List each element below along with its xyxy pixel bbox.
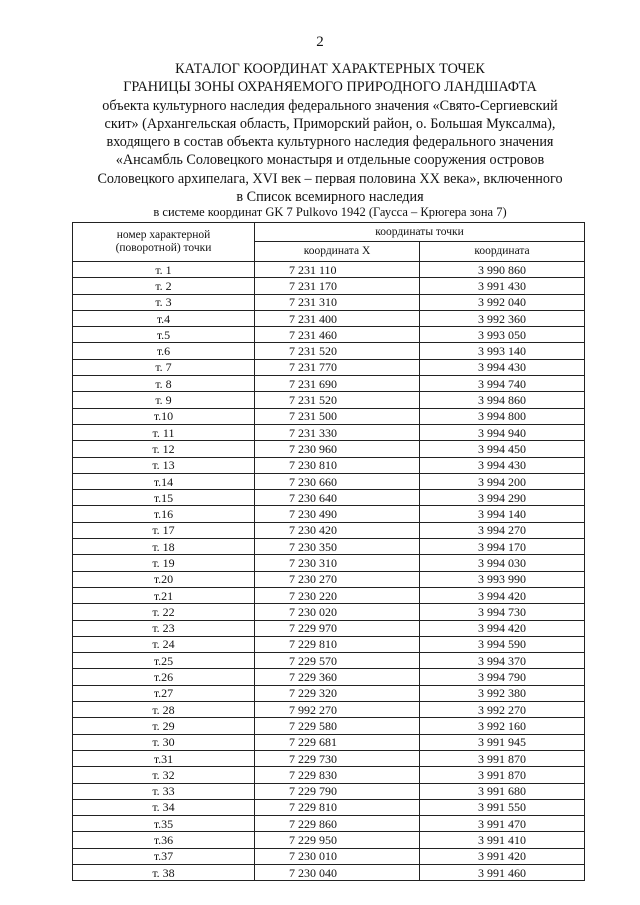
table-row [73,408,585,424]
coordinate-y-cell: 3 994 800 [420,408,585,424]
coordinate-y-cell: 3 991 870 [420,767,585,783]
point-number-cell: т. 12 [73,441,255,457]
coordinate-y-cell: 3 991 870 [420,750,585,766]
table-row [73,278,585,294]
heading-object-line: в Список всемирного наследия [236,189,424,206]
column-header-point-line2: (поворотной) точки [115,242,212,254]
coordinate-x-cell: 7 229 320 [255,685,420,701]
point-number-cell: т. 7 [73,359,255,375]
table-row [73,327,585,343]
table-row [73,685,585,701]
table-row [73,359,585,375]
table-row [73,604,585,620]
coordinate-y-cell: 3 994 430 [420,359,585,375]
point-number-cell: т. 23 [73,620,255,636]
point-number-cell: т. 19 [73,555,255,571]
coordinate-x-cell: 7 231 400 [255,310,420,326]
coordinate-y-cell: 3 991 460 [420,864,585,880]
point-number-cell: т.10 [73,408,255,424]
coordinate-x-cell: 7 992 270 [255,702,420,718]
table-row [73,669,585,685]
table-row [73,750,585,766]
table-row [73,864,585,880]
coordinate-x-cell: 7 230 660 [255,473,420,489]
point-number-cell: т.31 [73,750,255,766]
table-row [73,636,585,652]
coordinate-x-cell: 7 229 970 [255,620,420,636]
point-number-cell: т. 11 [73,424,255,440]
coordinate-y-cell: 3 994 170 [420,539,585,555]
coordinate-x-cell: 7 230 220 [255,587,420,603]
table-row [73,310,585,326]
table-row [73,441,585,457]
coordinate-x-cell: 7 229 681 [255,734,420,750]
coordinate-x-cell: 7 231 110 [255,262,420,278]
coordinate-y-cell: 3 994 730 [420,604,585,620]
coordinate-x-cell: 7 231 690 [255,376,420,392]
point-number-cell: т.25 [73,653,255,669]
coordinate-y-cell: 3 994 740 [420,376,585,392]
coordinate-y-cell: 3 992 160 [420,718,585,734]
table-row [73,620,585,636]
coordinate-y-cell: 3 991 430 [420,278,585,294]
coordinate-y-cell: 3 994 420 [420,620,585,636]
coordinate-y-cell: 3 993 140 [420,343,585,359]
table-row [73,490,585,506]
point-number-cell: т. 30 [73,734,255,750]
coordinate-y-cell: 3 994 370 [420,653,585,669]
coordinate-x-cell: 7 229 950 [255,832,420,848]
point-number-cell: т. 18 [73,539,255,555]
coordinate-x-cell: 7 229 810 [255,799,420,815]
coordinate-x-cell: 7 230 810 [255,457,420,473]
heading-subtitle: ГРАНИЦЫ ЗОНЫ ОХРАНЯЕМОГО ПРИРОДНОГО ЛАНДШАФТА [123,79,537,96]
table-row [73,555,585,571]
coordinate-y-cell: 3 991 470 [420,816,585,832]
point-number-cell: т. 32 [73,767,255,783]
point-number-cell: т. 22 [73,604,255,620]
coordinate-y-cell: 3 994 450 [420,441,585,457]
coordinate-x-cell: 7 231 520 [255,343,420,359]
heading-title: КАТАЛОГ КООРДИНАТ ХАРАКТЕРНЫХ ТОЧЕК [175,61,485,77]
coordinate-y-cell: 3 994 290 [420,490,585,506]
point-number-cell: т. 2 [73,278,255,294]
table-body [73,262,585,881]
coordinate-y-cell: 3 991 410 [420,832,585,848]
coordinate-x-cell: 7 230 310 [255,555,420,571]
table-row [73,832,585,848]
coordinate-y-cell: 3 993 050 [420,327,585,343]
table-row [73,343,585,359]
coordinate-x-cell: 7 230 640 [255,490,420,506]
coordinate-system-note: в системе координат GK 7 Pulkovo 1942 (Гаусса – Крюгера зона 7) [153,205,507,220]
coordinate-x-cell: 7 230 270 [255,571,420,587]
coordinate-y-cell: 3 991 945 [420,734,585,750]
document-heading [70,60,590,219]
coordinate-x-cell: 7 231 310 [255,294,420,310]
point-number-cell: т.14 [73,473,255,489]
table-row [73,539,585,555]
coordinate-x-cell: 7 230 040 [255,864,420,880]
table-row [73,376,585,392]
coordinate-y-cell: 3 993 990 [420,571,585,587]
coordinate-y-cell: 3 992 360 [420,310,585,326]
heading-object-line: объекта культурного наследия федерального значения «Свято-Сергиевский [102,97,558,114]
table-row [73,783,585,799]
point-number-cell: т. 1 [73,262,255,278]
coordinate-x-cell: 7 230 490 [255,506,420,522]
table-row [73,718,585,734]
point-number-cell: т. 28 [73,702,255,718]
coordinates-table [72,222,585,881]
coordinate-y-cell: 3 994 030 [420,555,585,571]
table-row [73,653,585,669]
point-number-cell: т. 24 [73,636,255,652]
coordinate-y-cell: 3 992 040 [420,294,585,310]
point-number-cell: т.6 [73,343,255,359]
coordinate-x-cell: 7 229 360 [255,669,420,685]
table-row [73,702,585,718]
column-header-coordinates: координаты точки [255,223,585,242]
point-number-cell: т. 34 [73,799,255,815]
coordinate-y-cell: 3 992 380 [420,685,585,701]
point-number-cell: т. 17 [73,522,255,538]
heading-object-line: «Ансамбль Соловецкого монастыря и отдельные сооружения островов [115,152,545,169]
point-number-cell: т.27 [73,685,255,701]
coordinate-y-cell: 3 991 680 [420,783,585,799]
coordinate-y-cell: 3 994 420 [420,587,585,603]
table-row [73,848,585,864]
table-row [73,392,585,408]
table-row [73,294,585,310]
coordinate-y-cell: 3 992 270 [420,702,585,718]
coordinate-x-cell: 7 229 830 [255,767,420,783]
coordinate-x-cell: 7 231 330 [255,424,420,440]
table-row [73,262,585,278]
coordinate-x-cell: 7 231 170 [255,278,420,294]
coordinate-y-cell: 3 994 200 [420,473,585,489]
point-number-cell: т.20 [73,571,255,587]
point-number-cell: т. 38 [73,864,255,880]
coordinate-x-cell: 7 229 570 [255,653,420,669]
column-header-point [73,223,255,262]
coordinate-y-cell: 3 994 590 [420,636,585,652]
column-header-point-line1: номер характерной [116,229,211,241]
coordinate-x-cell: 7 229 790 [255,783,420,799]
coordinate-x-cell: 7 229 810 [255,636,420,652]
column-header-y: координата [420,242,585,262]
table-row [73,457,585,473]
point-number-cell: т.21 [73,587,255,603]
coordinate-y-cell: 3 994 790 [420,669,585,685]
coordinate-y-cell: 3 994 270 [420,522,585,538]
point-number-cell: т. 33 [73,783,255,799]
coordinate-y-cell: 3 991 550 [420,799,585,815]
point-number-cell: т.36 [73,832,255,848]
table-row [73,473,585,489]
heading-object-line: Соловецкого архипелага, XVI век – первая половина XX века», включенного [97,170,563,187]
coordinate-y-cell: 3 994 430 [420,457,585,473]
table-row [73,506,585,522]
point-number-cell: т.16 [73,506,255,522]
point-number-cell: т. 8 [73,376,255,392]
coordinate-x-cell: 7 229 860 [255,816,420,832]
point-number-cell: т. 29 [73,718,255,734]
table-row [73,734,585,750]
coordinate-y-cell: 3 990 860 [420,262,585,278]
page-number: 2 [316,34,324,50]
heading-object-line: скит» (Архангельская область, Приморский район, о. Большая Муксалма), [104,115,556,132]
coordinate-x-cell: 7 230 420 [255,522,420,538]
coordinate-x-cell: 7 230 350 [255,539,420,555]
table-row [73,522,585,538]
point-number-cell: т.35 [73,816,255,832]
coordinate-y-cell: 3 994 940 [420,424,585,440]
point-number-cell: т.26 [73,669,255,685]
point-number-cell: т.4 [73,310,255,326]
table-row [73,424,585,440]
coordinate-x-cell: 7 231 500 [255,408,420,424]
point-number-cell: т. 13 [73,457,255,473]
table-row [73,816,585,832]
coordinate-y-cell: 3 994 140 [420,506,585,522]
table-row [73,767,585,783]
coordinate-x-cell: 7 230 960 [255,441,420,457]
point-number-cell: т. 3 [73,294,255,310]
coordinate-x-cell: 7 230 010 [255,848,420,864]
coordinate-y-cell: 3 994 860 [420,392,585,408]
heading-object-line: входящего в состав объекта культурного наследия федерального значения [106,134,554,151]
coordinate-y-cell: 3 991 420 [420,848,585,864]
point-number-cell: т.15 [73,490,255,506]
coordinate-x-cell: 7 230 020 [255,604,420,620]
table-row [73,799,585,815]
column-header-x: координата X [255,242,420,262]
coordinate-x-cell: 7 231 770 [255,359,420,375]
coordinate-x-cell: 7 231 460 [255,327,420,343]
coordinate-x-cell: 7 231 520 [255,392,420,408]
point-number-cell: т.5 [73,327,255,343]
point-number-cell: т.37 [73,848,255,864]
table-row [73,571,585,587]
table-row [73,587,585,603]
coordinate-x-cell: 7 229 730 [255,750,420,766]
point-number-cell: т. 9 [73,392,255,408]
coordinate-x-cell: 7 229 580 [255,718,420,734]
